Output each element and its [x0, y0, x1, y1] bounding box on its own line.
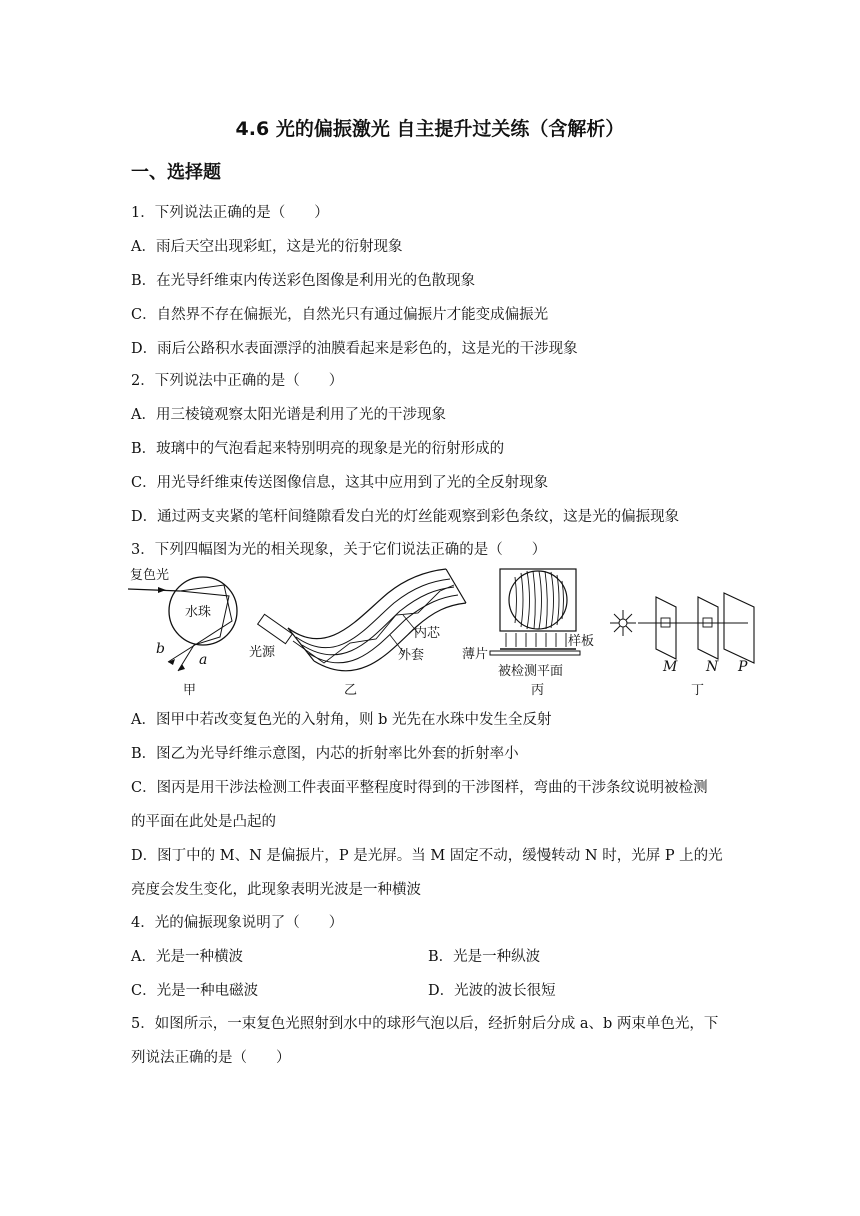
question-3-option-d-line2[interactable]: 亮度会发生变化，此现象表明光波是一种横波: [131, 882, 421, 898]
jia-a-label: a: [199, 652, 208, 668]
bing-plane-label: 被检测平面: [498, 664, 564, 679]
bing-sheet-label: 薄片: [462, 647, 489, 662]
question-1-option-b[interactable]: B．在光导纤维束内传送彩色图像是利用光的色散现象: [131, 273, 476, 289]
optics-diagrams: [128, 563, 760, 703]
question-3-option-d-line1[interactable]: D．图丁中的 M、N 是偏振片，P 是光屏。当 M 固定不动，缓慢转动 N 时，光屏 P 上的光: [131, 848, 723, 864]
question-4-option-b[interactable]: B．光是一种纵波: [428, 949, 541, 965]
jia-light-label: 复色光: [130, 568, 170, 583]
ding-caption: 丁: [691, 683, 705, 698]
yi-cladding-label: 外套: [398, 648, 425, 663]
bing-plate-label: 样板: [568, 634, 595, 649]
question-2-stem: 2．下列说法中正确的是（ ）: [131, 373, 344, 389]
question-1-stem: 1．下列说法正确的是（ ）: [131, 205, 329, 221]
yi-caption: 乙: [344, 683, 358, 698]
question-4-option-c[interactable]: C．光是一种电磁波: [131, 983, 259, 999]
question-4-option-d[interactable]: D．光波的波长很短: [428, 983, 556, 999]
question-5-stem-line2: 列说法正确的是（ ）: [131, 1050, 291, 1066]
question-2-option-a[interactable]: A．用三棱镜观察太阳光谱是利用了光的干涉现象: [131, 407, 446, 423]
jia-caption: 甲: [183, 683, 197, 698]
question-1-option-d[interactable]: D．雨后公路积水表面漂浮的油膜看起来是彩色的，这是光的干涉现象: [131, 341, 578, 357]
document-title: 4.6 光的偏振激光 自主提升过关练（含解析）: [235, 118, 625, 140]
question-3-figure: [128, 563, 760, 703]
figure-yi: [249, 569, 466, 698]
question-2-option-d[interactable]: D．通过两支夹紧的笔杆间缝隙看发白光的灯丝能观察到彩色条纹，这是光的偏振现象: [131, 509, 680, 525]
question-1-option-c[interactable]: C．自然界不存在偏振光，自然光只有通过偏振片才能变成偏振光: [131, 307, 549, 323]
question-3-option-a[interactable]: A．图甲中若改变复色光的入射角，则 b 光先在水珠中发生全反射: [131, 712, 552, 728]
question-4-option-a[interactable]: A．光是一种横波: [131, 949, 243, 965]
question-3-option-c-line1[interactable]: C．图丙是用干涉法检测工件表面平整程度时得到的干涉图样，弯曲的干涉条纹说明被检测: [131, 780, 708, 796]
figure-bing: [462, 569, 594, 698]
yi-core-label: 内芯: [414, 626, 441, 641]
question-2-option-c[interactable]: C．用光导纤维束传送图像信息，这其中应用到了光的全反射现象: [131, 475, 549, 491]
ding-m-label: M: [663, 659, 678, 675]
question-3-stem: 3．下列四幅图为光的相关现象，关于它们说法正确的是（ ）: [131, 542, 547, 558]
ding-p-label: P: [738, 659, 748, 675]
question-2-option-b[interactable]: B．玻璃中的气泡看起来特别明亮的现象是光的衍射形成的: [131, 441, 505, 457]
figure-jia: [128, 567, 237, 698]
question-4-stem: 4．光的偏振现象说明了（ ）: [131, 915, 344, 931]
figure-ding: [610, 593, 754, 698]
question-3-option-c-line2[interactable]: 的平面在此处是凸起的: [131, 814, 276, 830]
ding-n-label: N: [706, 659, 719, 675]
bing-caption: 丙: [531, 683, 545, 698]
question-5-stem-line1: 5．如图所示，一束复色光照射到水中的球形气泡以后，经折射后分成 a、b 两束单色光，下: [131, 1016, 719, 1032]
yi-source-label: 光源: [249, 645, 276, 660]
jia-drop-label: 水珠: [185, 605, 212, 620]
section-heading: 一、选择题: [131, 162, 221, 183]
question-1-option-a[interactable]: A．雨后天空出现彩虹，这是光的衍射现象: [131, 239, 403, 255]
question-3-option-b[interactable]: B．图乙为光导纤维示意图，内芯的折射率比外套的折射率小: [131, 746, 519, 762]
jia-b-label: b: [156, 641, 165, 657]
